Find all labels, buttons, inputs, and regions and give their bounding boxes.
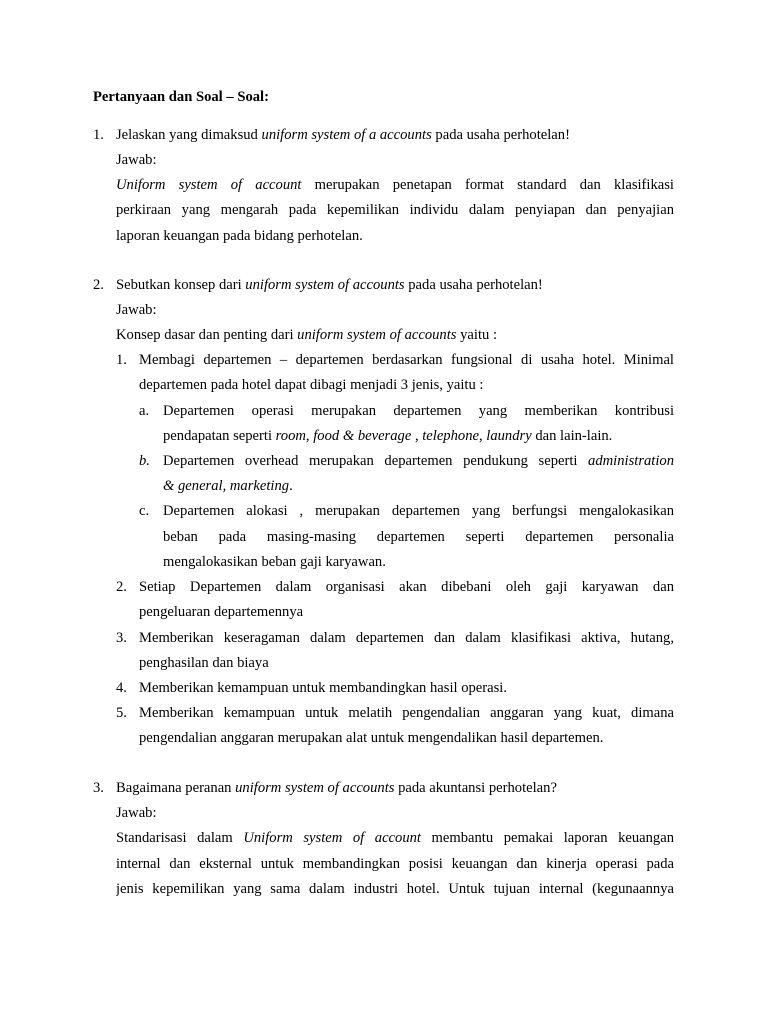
- list-item-3-line-1: Memberikan keseragaman dalam departemen dan dalam klasifikasi aktiva, hutang,: [139, 630, 674, 646]
- sub-item-c-line-2: beban pada masing-masing departemen seperti departemen personalia: [163, 529, 674, 545]
- sub-item-a-line-1: Departemen operasi merupakan departemen yang memberikan kontribusi: [163, 403, 674, 419]
- list-item-1-line-2: departemen pada hotel dapat dibagi menjadi 3 jenis, yaitu :: [139, 377, 484, 393]
- list-item-1-line-1: Membagi departemen – departemen berdasarkan fungsional di usaha hotel. Minimal: [139, 352, 674, 368]
- question-3-number: 3.: [93, 780, 104, 796]
- sub-item-a-marker: a.: [139, 403, 150, 419]
- list-item-3-line-2: penghasilan dan biaya: [139, 655, 269, 671]
- list-item-5-line-2: pengendalian anggaran merupakan alat untuk mengendalikan hasil departemen.: [139, 730, 604, 746]
- question-3-text: Bagaimana peranan uniform system of accounts pada akuntansi perhotelan?: [116, 780, 557, 796]
- list-item-5-line-1: Memberikan kemampuan untuk melatih pengendalian anggaran yang kuat, dimana: [139, 705, 674, 721]
- list-item-1-number: 1.: [116, 352, 127, 368]
- answer-3-line-2: internal dan eksternal untuk membandingkan posisi keuangan dan kinerja operasi pada: [116, 856, 674, 872]
- list-item-2-line-2: pengeluaran departemennya: [139, 604, 304, 620]
- list-item-3-number: 3.: [116, 630, 127, 646]
- answer-1-line-1: Uniform system of account merupakan penetapan format standard dan klasifikasi: [116, 177, 674, 193]
- question-2-text: Sebutkan konsep dari uniform system of accounts pada usaha perhotelan!: [116, 277, 543, 293]
- sub-item-b-line-1: Departemen overhead merupakan departemen pendukung seperti administration: [163, 453, 674, 469]
- sub-item-c-line-1: Departemen alokasi , merupakan departemen yang berfungsi mengalokasikan: [163, 503, 674, 519]
- answer-1-line-3: laporan keuangan pada bidang perhotelan.: [116, 228, 363, 244]
- list-item-2-number: 2.: [116, 579, 127, 595]
- answer-3-line-3: jenis kepemilikan yang sama dalam industri hotel. Untuk tujuan internal (kegunaannya: [116, 881, 674, 897]
- list-item-5-number: 5.: [116, 705, 127, 721]
- question-1-number: 1.: [93, 127, 104, 143]
- question-1-text: Jelaskan yang dimaksud uniform system of a accounts pada usaha perhotelan!: [116, 127, 570, 143]
- question-1-jawab-label: Jawab:: [116, 152, 157, 168]
- list-item-4-number: 4.: [116, 680, 127, 696]
- list-item-4-line-1: Memberikan kemampuan untuk membandingkan hasil operasi.: [139, 680, 507, 696]
- answer-3-line-1: Standarisasi dalam Uniform system of account membantu pemakai laporan keuangan: [116, 830, 674, 846]
- question-2-jawab-label: Jawab:: [116, 302, 157, 318]
- question-2-number: 2.: [93, 277, 104, 293]
- sub-item-c-line-3: mengalokasikan beban gaji karyawan.: [163, 554, 386, 570]
- sub-item-b-line-2: & general, marketing.: [163, 478, 293, 494]
- answer-2-intro: Konsep dasar dan penting dari uniform system of accounts yaitu :: [116, 327, 498, 343]
- sub-item-b-marker: b.: [139, 453, 150, 469]
- question-3-jawab-label: Jawab:: [116, 805, 157, 821]
- answer-1-line-2: perkiraan yang mengarah pada kepemilikan individu dalam penyiapan dan penyajian: [116, 202, 674, 218]
- sub-item-a-line-2: pendapatan seperti room, food & beverage , telephone, laundry dan lain-lain.: [163, 428, 613, 444]
- sub-item-c-marker: c.: [139, 503, 150, 519]
- page-heading: Pertanyaan dan Soal – Soal:: [93, 89, 269, 105]
- list-item-2-line-1: Setiap Departemen dalam organisasi akan dibebani oleh gaji karyawan dan: [139, 579, 674, 595]
